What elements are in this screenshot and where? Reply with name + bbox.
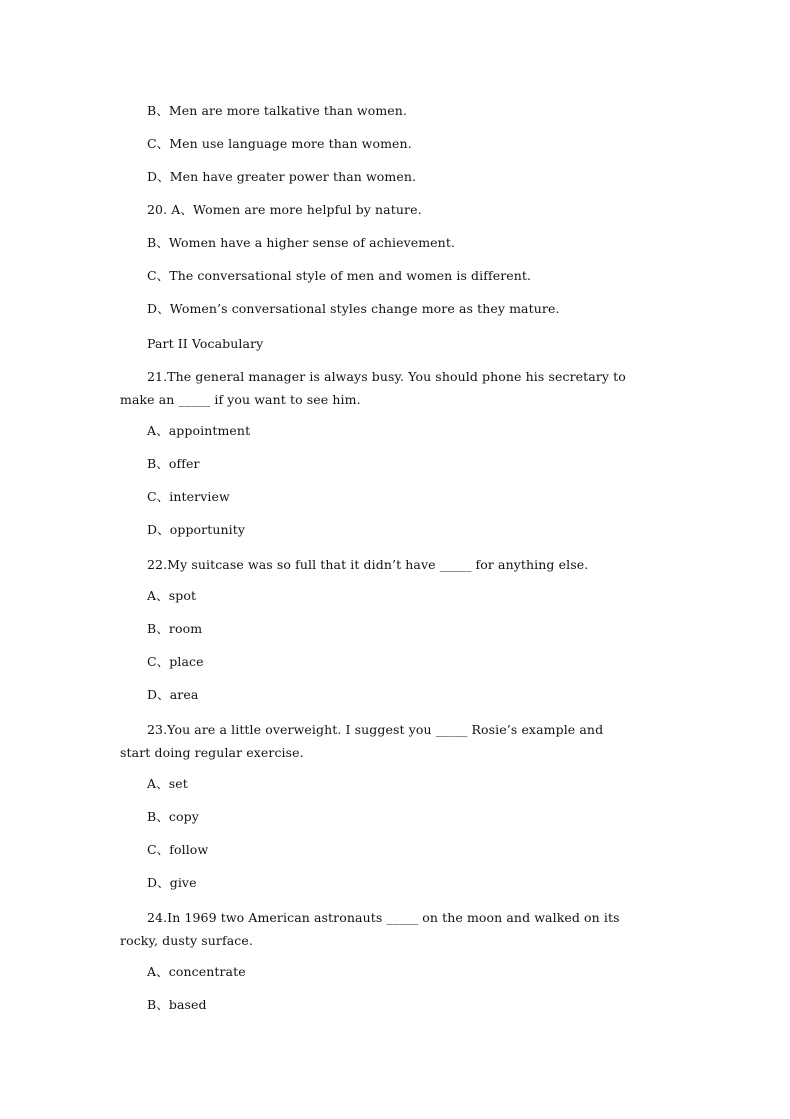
option-c-line: C、The conversational style of men and women is different.	[147, 268, 532, 283]
option-d-line: D、opportunity	[147, 522, 246, 537]
option-c-line: C、place	[147, 654, 204, 669]
option-b-line: B、Men are more talkative than women.	[147, 103, 408, 118]
option-a-line: A、concentrate	[147, 964, 246, 979]
option-c-line: C、Men use language more than women.	[147, 136, 412, 151]
question-23-text: 23.You are a little overweight. I suggest you _____ Rosie’s example and	[147, 722, 604, 737]
question-21-text: 21.The general manager is always busy. You should phone his secretary to	[147, 369, 626, 384]
option-d-line: D、give	[147, 875, 197, 890]
option-c-line: C、follow	[147, 842, 209, 857]
option-b-line: B、based	[147, 997, 207, 1012]
question-23-text-continued: start doing regular exercise.	[120, 745, 304, 760]
question-20-option-a: 20. A、Women are more helpful by nature.	[147, 202, 422, 217]
option-a-line: A、spot	[147, 588, 197, 603]
question-21-text-continued: make an _____ if you want to see him.	[120, 392, 361, 407]
question-22-text: 22.My suitcase was so full that it didn’t have _____ for anything else.	[147, 557, 589, 572]
option-b-line: B、copy	[147, 809, 199, 824]
question-24-text-continued: rocky, dusty surface.	[120, 933, 253, 948]
option-c-line: C、interview	[147, 489, 230, 504]
option-b-line: B、room	[147, 621, 203, 636]
option-b-line: B、offer	[147, 456, 200, 471]
question-24-text: 24.In 1969 two American astronauts _____ on the moon and walked on its	[147, 910, 620, 925]
option-a-line: A、set	[147, 776, 188, 791]
option-b-line: B、Women have a higher sense of achievement.	[147, 235, 456, 250]
option-d-line: D、Women’s conversational styles change more as they mature.	[147, 301, 560, 316]
option-d-line: D、Men have greater power than women.	[147, 169, 417, 184]
section-heading: Part II Vocabulary	[147, 336, 264, 351]
option-a-line: A、appointment	[147, 423, 251, 438]
option-d-line: D、area	[147, 687, 199, 702]
